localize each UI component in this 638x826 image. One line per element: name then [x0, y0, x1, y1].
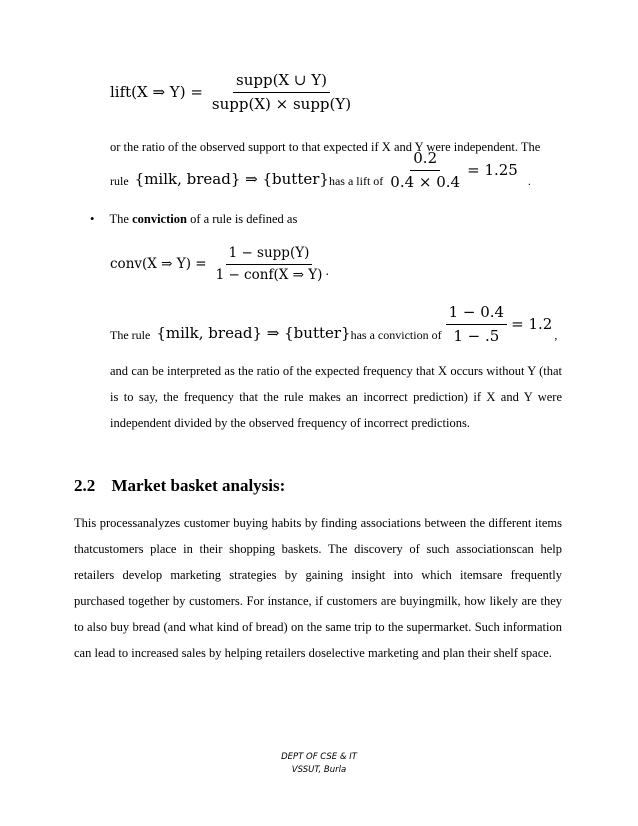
section-title: Market basket analysis: — [111, 476, 286, 495]
conv-formula-suffix: . — [325, 264, 330, 279]
footer-institution: VSSUT, Burla — [291, 765, 347, 775]
conv-example — [110, 304, 557, 344]
conv-example-result: = 1.2 — [511, 315, 553, 333]
lift-example-numerator: 0.2 — [410, 150, 440, 171]
conv-explanation: and can be interpreted as the ratio of the expected frequency that X occurs without Y (that is to say, the frequency that the rule makes an incorrect prediction) if X and Y were independent divided by the observed frequency of incorrect predictions. — [110, 364, 562, 430]
lift-formula — [110, 72, 354, 112]
section-heading — [74, 476, 285, 496]
conv-example-denominator: 1 − .5 — [453, 326, 500, 345]
conv-example-fraction — [446, 304, 508, 344]
lift-example — [110, 150, 531, 190]
footer-department: DEPT OF CSE & IT — [281, 752, 357, 762]
conv-formula-lhs: conv(X ⇒ Y) = — [110, 256, 207, 273]
lift-example-denominator: 0.4 × 0.4 — [390, 172, 461, 191]
lift-example-suffix: . — [527, 173, 531, 188]
conv-example-suffix: , — [554, 327, 558, 342]
conv-example-mid: has a conviction of — [350, 327, 442, 342]
conviction-bullet-post: of a rule is defined as — [186, 212, 298, 226]
lift-description: or the ratio of the observed support to that expected if X and Y were independent. The — [110, 140, 541, 154]
conv-formula — [110, 246, 329, 283]
conv-denominator: 1 − conf(X ⇒ Y) — [215, 266, 323, 283]
bullet-icon: • — [90, 212, 95, 226]
lift-example-rule: {milk, bread} ⇒ {butter} — [134, 170, 329, 188]
conv-numerator: 1 − supp(Y) — [226, 246, 313, 265]
lift-example-prefix: rule — [110, 173, 129, 188]
section-number: 2.2 — [74, 476, 96, 495]
lift-example-result: = 1.25 — [467, 161, 518, 179]
lift-formula-lhs: lift(X ⇒ Y) = — [110, 83, 203, 101]
conviction-term: conviction — [132, 212, 187, 226]
lift-example-mid: has a lift of — [328, 173, 384, 188]
conv-example-rule: {milk, bread} ⇒ {butter} — [156, 324, 351, 342]
conviction-bullet-pre: The — [109, 212, 133, 226]
conv-fraction — [213, 246, 326, 283]
conv-example-prefix: The rule — [110, 327, 151, 342]
section-body: This processanalyzes customer buying habits by finding associations between the different items thatcustomers place in their shopping baskets. The discovery of such associationscan help retailers develop marketing strategies by gaining insight into which itemsare frequently purchased together by customers. For instance, if customers are buyingmilk, how likely are they to also buy bread (and what kind of bread) on the same trip to the supermarket. Such information can lead to increased sales by helping retailers doselective marketing and plan their shelf space. — [74, 516, 562, 660]
lift-example-fraction — [387, 150, 463, 190]
lift-denominator: supp(X) × supp(Y) — [211, 94, 352, 113]
conv-example-numerator: 1 − 0.4 — [446, 304, 508, 325]
lift-fraction — [209, 72, 354, 112]
lift-numerator: supp(X ∪ Y) — [233, 72, 330, 93]
page-footer — [0, 751, 638, 777]
conviction-bullet — [90, 206, 297, 232]
